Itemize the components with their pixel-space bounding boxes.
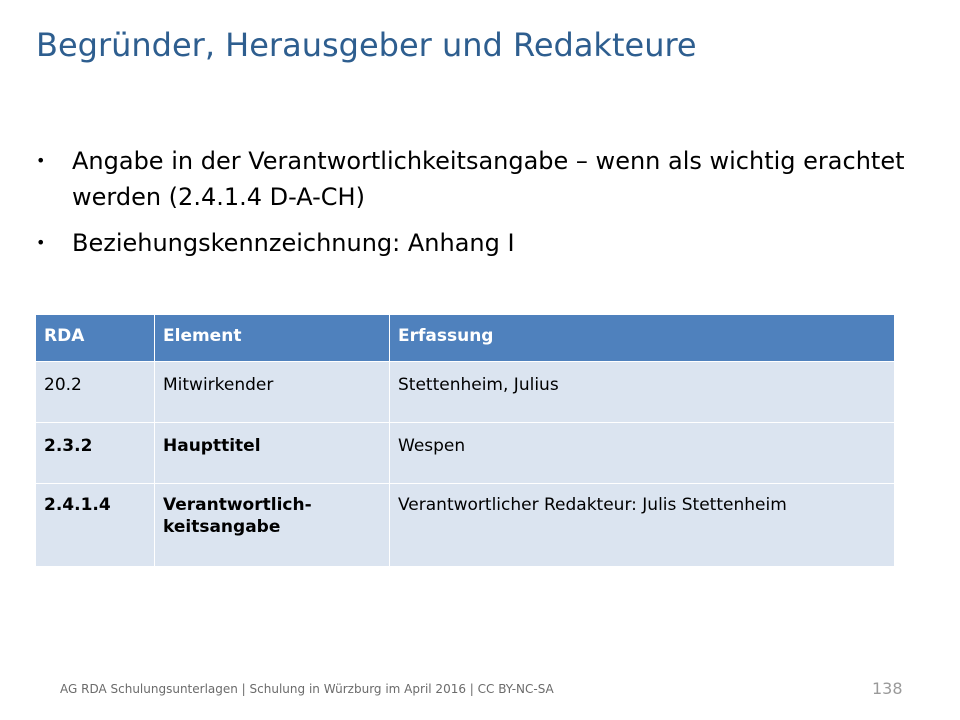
table-cell: 20.2 [36,362,155,423]
column-header-rda: RDA [36,315,155,362]
column-header-erfassung: Erfassung [390,315,895,362]
table-row [36,423,895,484]
table-cell: Stettenheim, Julius [390,362,895,423]
table-header-row [36,315,895,362]
table-cell: 2.4.1.4 [36,484,155,567]
table-row [36,362,895,423]
slide-title: Begründer, Herausgeber und Redakteure [36,26,697,64]
table-cell: Verantwortlicher Redakteur: Julis Stettenheim [390,484,895,567]
bullet-text: Beziehungskennzeichnung: Anhang I [72,229,515,257]
column-header-element: Element [155,315,390,362]
table-cell: Wespen [390,423,895,484]
footer-text: AG RDA Schulungsunterlagen | Schulung in Würzburg im April 2016 | CC BY-NC-SA [60,682,554,696]
table-cell: Mitwirkender [155,362,390,423]
table-cell: Verantwortlich-keitsangabe [155,484,390,567]
bullet-text: Angabe in der Verantwortlichkeitsangabe – wenn als wichtig erachtet werden (2.4.1.4 D-A-CH) [72,147,905,211]
rda-table [35,314,895,567]
bullet-icon: • [36,233,46,252]
bullet-list [36,143,936,271]
table-row [36,484,895,567]
table-cell: 2.3.2 [36,423,155,484]
page-number: 138 [872,679,903,698]
table-cell: Haupttitel [155,423,390,484]
bullet-item [36,143,936,215]
bullet-icon: • [36,151,46,170]
bullet-item [36,225,936,261]
